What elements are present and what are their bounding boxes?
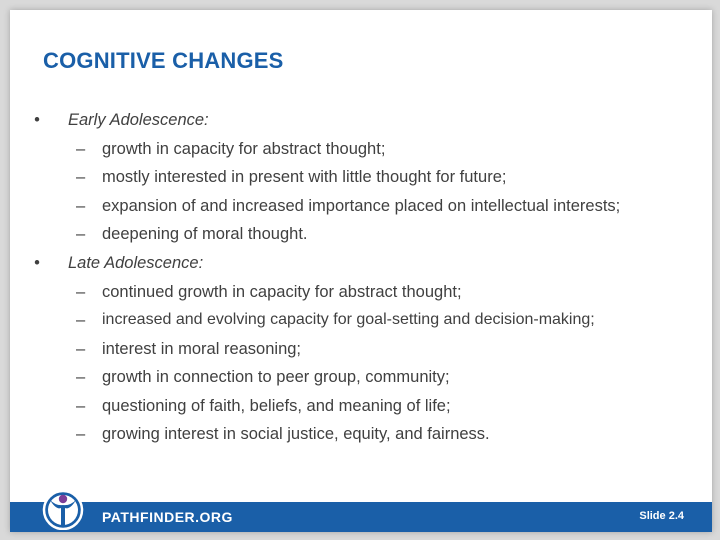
sub-item-text: increased and evolving capacity for goal-setting and decision-making; (102, 311, 595, 329)
slide-title: COGNITIVE CHANGES (43, 48, 284, 73)
sub-item-text: mostly interested in present with little thought for future; (102, 168, 507, 187)
pathfinder-figure-logo-icon (40, 484, 96, 530)
sub-item (30, 163, 700, 192)
footer-org-link[interactable]: PATHFINDER.ORG (102, 509, 233, 525)
dash-marker: – (76, 311, 86, 330)
sub-item-text: deepening of moral thought. (102, 225, 308, 244)
slide (10, 10, 712, 532)
sub-item (30, 220, 700, 249)
sub-item (30, 420, 700, 449)
bullet-marker: • (34, 253, 40, 272)
bullet-heading: Early Adolescence: (68, 111, 209, 129)
sub-item-text: interest in moral reasoning; (102, 339, 302, 358)
sub-item-text: expansion of and increased importance placed on intellectual interests; (102, 196, 621, 215)
dash-marker: – (76, 368, 86, 387)
dash-marker: – (76, 282, 86, 301)
sub-item-text: growing interest in social justice, equity, and fairness. (102, 425, 490, 444)
sub-item-text: growth in capacity for abstract thought; (102, 139, 386, 158)
slide-content (30, 106, 700, 449)
bullet-late-adolescence (30, 249, 700, 278)
sub-item (30, 335, 700, 364)
sub-item-text: continued growth in capacity for abstract thought; (102, 282, 462, 301)
sub-item (30, 192, 700, 221)
dash-marker: – (76, 396, 86, 415)
dash-marker: – (76, 139, 86, 158)
bullet-early-adolescence (30, 106, 700, 135)
sub-item (30, 363, 700, 392)
sub-item (30, 392, 700, 421)
sub-item-text: questioning of faith, beliefs, and meaning of life; (102, 396, 451, 415)
sub-item (30, 278, 700, 307)
slide-number: Slide 2.4 (639, 510, 684, 522)
dash-marker: – (76, 168, 86, 187)
sub-item (30, 306, 700, 335)
dash-marker: – (76, 339, 86, 358)
bullet-heading: Late Adolescence: (68, 253, 204, 272)
sub-item-text: growth in connection to peer group, community; (102, 368, 450, 387)
dash-marker: – (76, 196, 86, 215)
dash-marker: – (76, 425, 86, 444)
sub-item (30, 135, 700, 164)
footer-bar (10, 502, 712, 532)
dash-marker: – (76, 225, 86, 244)
bullet-marker: • (34, 111, 40, 129)
